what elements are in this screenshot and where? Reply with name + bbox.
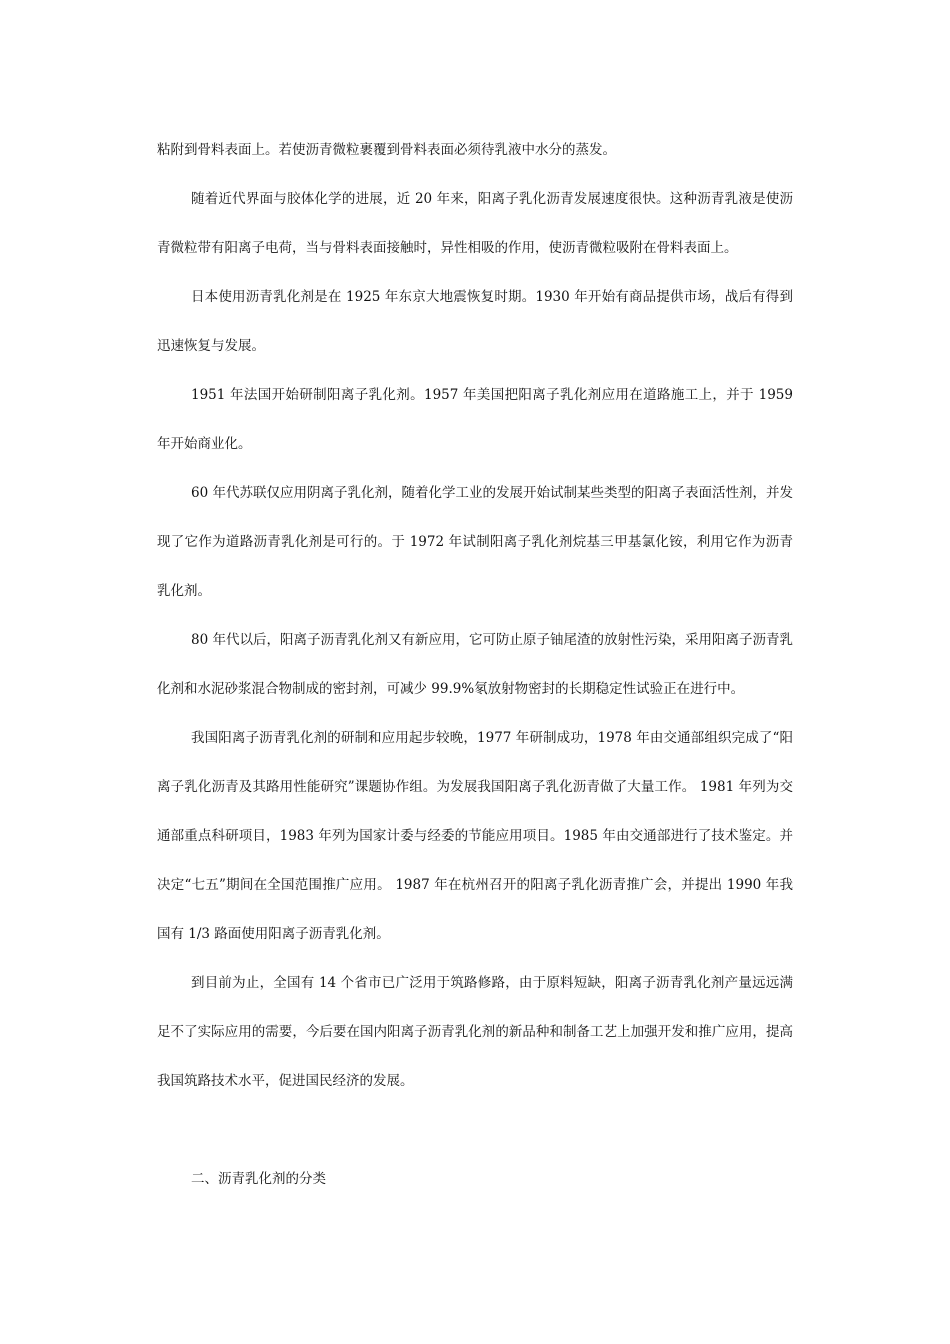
paragraph-continuation: 粘附到骨料表面上。若使沥青微粒裹覆到骨料表面必须待乳液中水分的蒸发。 — [157, 142, 616, 158]
paragraph-cationic-development: 随着近代界面与胶体化学的进展，近 20 年来，阳离子乳化沥青发展速度很快。这种沥青乳液是使沥青微粒带有阳离子电荷，当与骨料表面接触时，异性相吸的作用，使沥青微粒吸附在骨料表面上。 — [157, 191, 793, 256]
paragraph-china-history: 我国阳离子沥青乳化剂的研制和应用起步较晚，1977 年研制成功，1978 年由交通部组织完成了“阳离子乳化沥青及其路用性能研究”课题协作组。为发展我国阳离子乳化沥青做了大量工作。 1981 年列为交通部重点科研项目，1983 年列为国家计委与经委的节能应用项目。1985 年由交通部进行了技术鉴定。并决定“七五”期间在全国范围推广应用。 1987 年在杭州召开的阳离子乳化沥青推广会，并提出 1990 年我国有 1/3 路面使用阳离子沥青乳化剂。 — [157, 730, 793, 942]
paragraph-france-usa-history: 1951 年法国开始研制阳离子乳化剂。1957 年美国把阳离子乳化剂应用在道路施工上，并于 1959 年开始商业化。 — [157, 387, 793, 452]
paragraph-soviet-history: 60 年代苏联仅应用阴离子乳化剂，随着化学工业的发展开始试制某些类型的阳离子表面活性剂，并发现了它作为道路沥青乳化剂是可行的。于 1972 年试制阳离子乳化剂烷基三甲基氯化铵，利用它作为沥青乳化剂。 — [157, 485, 793, 599]
paragraph-1980s-applications: 80 年代以后，阳离子沥青乳化剂又有新应用，它可防止原子铀尾渣的放射性污染，采用阳离子沥青乳化剂和水泥砂浆混合物制成的密封剂，可减少 99.9%氡放射物密封的长期稳定性试验正在进行中。 — [157, 632, 793, 697]
paragraph-japan-history: 日本使用沥青乳化剂是在 1925 年东京大地震恢复时期。1930 年开始有商品提供市场，战后有得到迅速恢复与发展。 — [157, 289, 793, 354]
document-body — [157, 126, 793, 1204]
paragraph-current-status: 到目前为止，全国有 14 个省市已广泛用于筑路修路，由于原料短缺，阳离子沥青乳化剂产量远远满足不了实际应用的需要，今后要在国内阳离子沥青乳化剂的新品种和制备工艺上加强开发和推广应用，提高我国筑路技术水平，促进国民经济的发展。 — [157, 975, 793, 1089]
section-spacer — [157, 1106, 793, 1155]
section-heading: 二、沥青乳化剂的分类 — [191, 1171, 326, 1187]
